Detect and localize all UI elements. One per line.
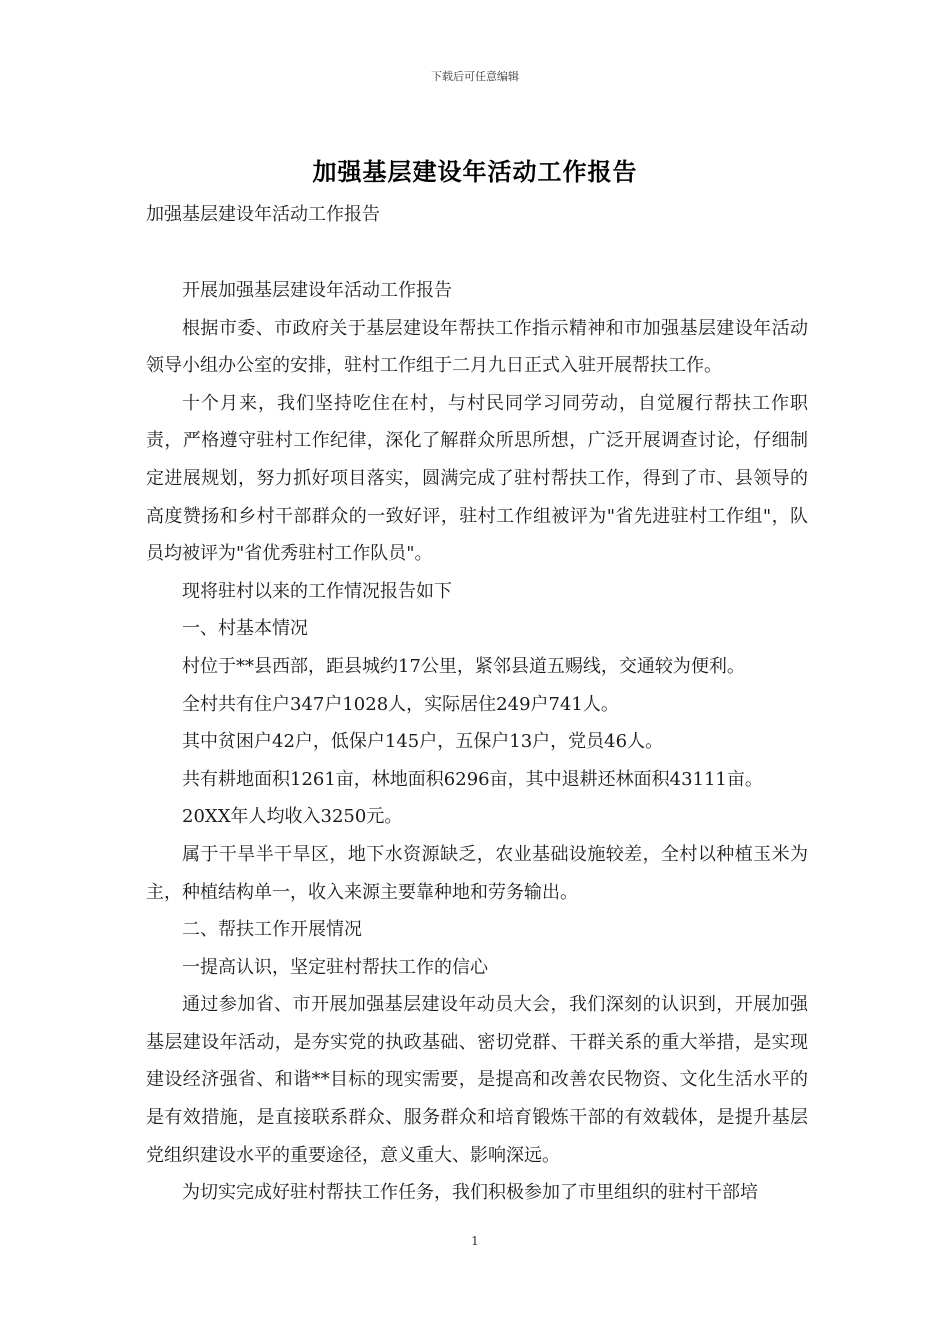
paragraph: 20XX年人均收入3250元。 [182, 806, 403, 828]
document-subtitle: 加强基层建设年活动工作报告 [146, 204, 380, 225]
page-number: 1 [471, 1234, 479, 1248]
paragraph: 全村共有住户347户1028人，实际居住249户741人。 [182, 693, 619, 715]
paragraph: 属于干旱半干旱区，地下水资源缺乏，农业基础设施较差，全村以种植玉米为主，种植结构单一，收入来源主要靠种地和劳务输出。 [146, 843, 808, 903]
paragraph: 村位于**县西部，距县城约17公里，紧邻县道五赐线，交通较为便利。 [182, 655, 745, 677]
paragraph: 根据市委、市政府关于基层建设年帮扶工作指示精神和市加强基层建设年活动领导小组办公室的安排，驻村工作组于二月九日正式入驻开展帮扶工作。 [146, 317, 808, 377]
section-heading: 二、帮扶工作开展情况 [182, 919, 362, 941]
document-body [146, 272, 808, 1212]
paragraph: 共有耕地面积1261亩，林地面积6296亩，其中退耕还林面积43111亩。 [182, 768, 763, 790]
paragraph: 开展加强基层建设年活动工作报告 [182, 280, 452, 301]
section-heading: 一、村基本情况 [182, 618, 308, 640]
paragraph: 其中贫困户42户，低保户145户，五保户13户，党员46人。 [182, 731, 664, 753]
paragraph: 现将驻村以来的工作情况报告如下 [182, 580, 452, 602]
paragraph: 十个月来，我们坚持吃住在村，与村民同学习同劳动，自觉履行帮扶工作职责，严格遵守驻村工作纪律，深化了解群众所思所想，广泛开展调查讨论，仔细制定进展规划，努力抓好项目落实，圆满完成了驻村帮扶工作，得到了市、县领导的高度赞扬和乡村干部群众的一致好评，驻村工作组被评为"省先进驻村工作组"，队员均被评为"省优秀驻村工作队员"。 [146, 392, 808, 565]
subsection-heading: 一提高认识，坚定驻村帮扶工作的信心 [182, 956, 488, 978]
document-title: 加强基层建设年活动工作报告 [312, 157, 638, 186]
paragraph: 为切实完成好驻村帮扶工作任务，我们积极参加了市里组织的驻村干部培 [182, 1182, 758, 1204]
header-note: 下载后可任意编辑 [431, 70, 519, 83]
paragraph: 通过参加省、市开展加强基层建设年动员大会，我们深刻的认识到，开展加强基层建设年活动，是夯实党的执政基础、密切党群、干群关系的重大举措，是实现建设经济强省、和谐**目标的现实需要，是提高和改善农民物资、文化生活水平的是有效措施，是直接联系群众、服务群众和培育锻炼干部的有效载体，是提升基层党组织建设水平的重要途径，意义重大、影响深远。 [146, 994, 808, 1166]
